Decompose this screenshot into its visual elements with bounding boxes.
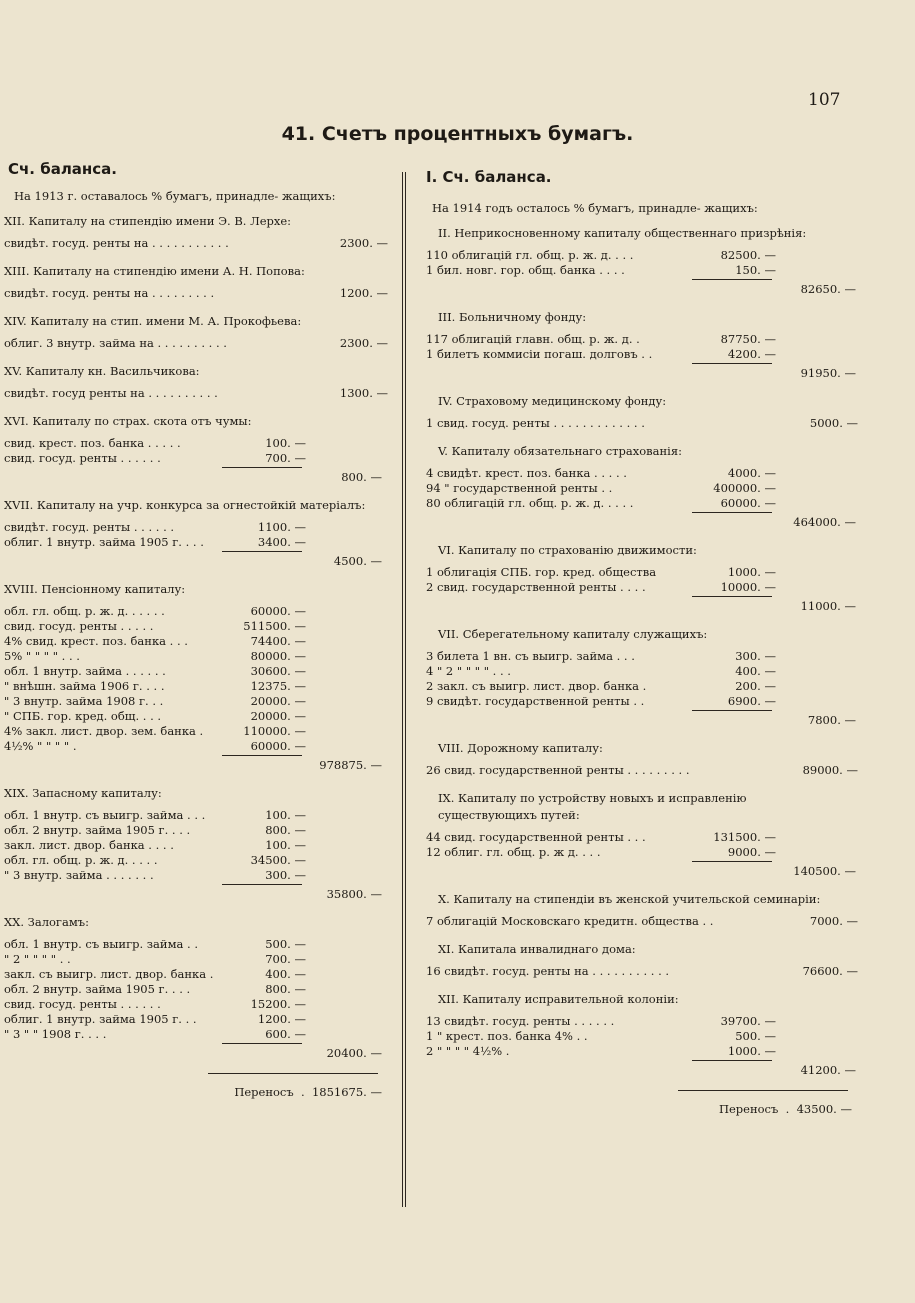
row-amount: 4000. — bbox=[727, 466, 776, 480]
row-amount: 9000. — bbox=[727, 845, 776, 859]
ledger-row bbox=[0, 739, 388, 754]
row-amount: 100. — bbox=[265, 838, 306, 852]
ledger-row bbox=[418, 416, 858, 431]
row-amount: 1000. — bbox=[727, 1044, 776, 1058]
row-description: 1 билетъ коммисіи погаш. долговъ . . bbox=[426, 347, 653, 361]
ledger-row bbox=[0, 1027, 388, 1042]
row-description: 4% закл. лист. двор. зем. банка . bbox=[4, 724, 204, 738]
row-amount: 300. — bbox=[265, 868, 306, 882]
ledger-row bbox=[418, 347, 858, 362]
section bbox=[0, 581, 388, 773]
carry-value: 1851675. — bbox=[311, 1085, 382, 1099]
row-amount: 60000. — bbox=[720, 496, 776, 510]
subtotal-rule-row bbox=[0, 884, 388, 885]
section bbox=[0, 914, 388, 1061]
subtotal-rule-row bbox=[418, 363, 858, 364]
section-title: XI. Капитала инвалиднаго дома: bbox=[438, 942, 636, 956]
row-amount: 131500. — bbox=[713, 830, 776, 844]
row-amount: 400000. — bbox=[713, 481, 776, 495]
row-description: свидѣт. госуд. ренты . . . . . . bbox=[4, 520, 175, 534]
row-amount: 300. — bbox=[735, 649, 776, 663]
left-column bbox=[0, 160, 388, 1100]
section-title: III. Больничному фонду: bbox=[438, 310, 587, 324]
ledger-row bbox=[418, 830, 858, 845]
section-total: 35800. — bbox=[326, 887, 382, 901]
section-title: XVI. Капиталу по страх. скота отъ чумы: bbox=[4, 414, 252, 428]
row-total-amount: 1300. — bbox=[339, 386, 388, 400]
subtotal-rule-row bbox=[0, 467, 388, 468]
row-description: 13 свидѣт. госуд. ренты . . . . . . bbox=[426, 1014, 615, 1028]
subtotal-rule bbox=[692, 1060, 772, 1061]
row-amount: 4200. — bbox=[727, 347, 776, 361]
section-total: 11000. — bbox=[800, 599, 856, 613]
ledger-row bbox=[418, 845, 858, 860]
ledger-row bbox=[0, 853, 388, 868]
row-description: закл. съ выигр. лист. двор. банка . bbox=[4, 967, 214, 981]
ledger-row bbox=[0, 808, 388, 823]
row-description: 110 облигацій гл. общ. р. ж. д. . . . bbox=[426, 248, 634, 262]
row-description: 1 свид. госуд. ренты . . . . . . . . . . . . . bbox=[426, 416, 645, 430]
row-description: обл. 1 внутр. съ выигр. займа . . . bbox=[4, 808, 206, 822]
ledger-row bbox=[418, 481, 858, 496]
section bbox=[418, 225, 858, 297]
ledger-row bbox=[0, 286, 388, 301]
ledger-row bbox=[418, 649, 858, 664]
subtotal-rule bbox=[692, 596, 772, 597]
section bbox=[0, 497, 388, 569]
section-title: II. Неприкосновенному капиталу общественнаго призрѣнія: bbox=[438, 226, 807, 240]
section-title: XII. Капиталу на стипендію имени Э. В. Лерхе: bbox=[4, 214, 292, 228]
ledger-row bbox=[0, 535, 388, 550]
right-column-header: I. Сч. баланса. bbox=[426, 168, 552, 186]
row-total-amount: 7000. — bbox=[809, 914, 858, 928]
column-divider bbox=[402, 172, 406, 1207]
section bbox=[418, 443, 858, 530]
row-description: облиг. 1 внутр. займа 1905 г. . . bbox=[4, 1012, 197, 1026]
ledger-row bbox=[0, 937, 388, 952]
section bbox=[418, 790, 858, 879]
section bbox=[0, 413, 388, 485]
row-description: облиг. 3 внутр. займа на . . . . . . . . . . bbox=[4, 336, 227, 350]
section-title: XIX. Запасному капиталу: bbox=[4, 786, 162, 800]
row-amount: 200. — bbox=[735, 679, 776, 693]
ledger-row bbox=[0, 709, 388, 724]
ledger-row bbox=[418, 1029, 858, 1044]
row-description: свид. крест. поз. банка . . . . . bbox=[4, 436, 181, 450]
row-amount: 110000. — bbox=[243, 724, 306, 738]
row-amount: 100. — bbox=[265, 808, 306, 822]
ledger-row bbox=[418, 466, 858, 481]
row-description: свид. госуд. ренты . . . . . bbox=[4, 619, 154, 633]
row-description: обл. гл. общ. р. ж. д. . . . . bbox=[4, 853, 158, 867]
row-description: " СПБ. гор. кред. общ. . . . bbox=[4, 709, 162, 723]
subtotal-rule bbox=[222, 884, 302, 885]
left-carry: Переносъ . 1851675. — bbox=[234, 1085, 382, 1099]
row-amount: 1000. — bbox=[727, 565, 776, 579]
ledger-row bbox=[0, 451, 388, 466]
ledger-row bbox=[0, 952, 388, 967]
row-description: 16 свидѣт. госуд. ренты на . . . . . . . . . . . bbox=[426, 964, 670, 978]
row-description: свидѣт. госуд. ренты на . . . . . . . . . . . bbox=[4, 236, 229, 250]
row-description: " 2 " " " " . . bbox=[4, 952, 71, 966]
section bbox=[0, 263, 388, 301]
carry-label: Переносъ bbox=[718, 1102, 779, 1116]
row-amount: 1100. — bbox=[257, 520, 306, 534]
ledger-row bbox=[0, 336, 388, 351]
ledger-row bbox=[0, 823, 388, 838]
section-title: X. Капиталу на стипендіи въ женской учительской семинаріи: bbox=[438, 892, 821, 906]
ledger-row bbox=[418, 332, 858, 347]
ledger-row bbox=[418, 694, 858, 709]
row-amount: 150. — bbox=[735, 263, 776, 277]
row-amount: 34500. — bbox=[250, 853, 306, 867]
row-description: 3 билета 1 вн. съ выигр. займа . . . bbox=[426, 649, 635, 663]
section bbox=[0, 785, 388, 902]
subtotal-rule-row bbox=[418, 596, 858, 597]
ledger-row bbox=[0, 1012, 388, 1027]
row-total-amount: 2300. — bbox=[339, 236, 388, 250]
row-amount: 700. — bbox=[265, 952, 306, 966]
ledger-row bbox=[0, 619, 388, 634]
ledger-row bbox=[0, 838, 388, 853]
row-description: 117 облигацій главн. общ. р. ж. д. . bbox=[426, 332, 640, 346]
row-description: обл. 1 внутр. съ выигр. займа . . bbox=[4, 937, 198, 951]
ledger-row bbox=[0, 436, 388, 451]
section-total: 464000. — bbox=[793, 515, 856, 529]
carry-rule bbox=[208, 1073, 378, 1074]
row-amount: 60000. — bbox=[250, 739, 306, 753]
ledger-row bbox=[418, 664, 858, 679]
ledger-row bbox=[0, 997, 388, 1012]
subtotal-rule-row bbox=[418, 512, 858, 513]
section-title: IV. Страховому медицинскому фонду: bbox=[438, 394, 667, 408]
ledger-row bbox=[0, 386, 388, 401]
ledger-row bbox=[0, 868, 388, 883]
left-intro: На 1913 г. оставалось % бумагъ, принадле- жащихъ: bbox=[14, 189, 336, 203]
ledger-row bbox=[418, 263, 858, 278]
carry-label: Переносъ bbox=[234, 1085, 294, 1099]
section-total: 20400. — bbox=[326, 1046, 382, 1060]
row-description: 2 закл. съ выигр. лист. двор. банка . bbox=[426, 679, 647, 693]
ledger-row bbox=[0, 604, 388, 619]
section bbox=[418, 626, 858, 728]
subtotal-rule bbox=[692, 861, 772, 862]
row-amount: 12375. — bbox=[250, 679, 306, 693]
row-description: 12 облиг. гл. общ. р. ж д. . . . bbox=[426, 845, 601, 859]
row-amount: 400. — bbox=[735, 664, 776, 678]
subtotal-rule bbox=[692, 512, 772, 513]
section-total: 978875. — bbox=[319, 758, 382, 772]
row-amount: 10000. — bbox=[720, 580, 776, 594]
row-description: обл. 1 внутр. займа . . . . . . bbox=[4, 664, 166, 678]
row-amount: 100. — bbox=[265, 436, 306, 450]
section bbox=[418, 991, 858, 1078]
row-amount: 400. — bbox=[265, 967, 306, 981]
subtotal-rule-row bbox=[0, 755, 388, 756]
subtotal-rule bbox=[222, 467, 302, 468]
row-description: " 3 внутр. займа 1908 г. . . bbox=[4, 694, 164, 708]
section-title: XIII. Капиталу на стипендію имени А. Н. Попова: bbox=[4, 264, 305, 278]
ledger-row bbox=[418, 496, 858, 511]
row-description: облиг. 1 внутр. займа 1905 г. . . . bbox=[4, 535, 204, 549]
section-total: 800. — bbox=[341, 470, 382, 484]
left-column-header: Сч. баланса. bbox=[8, 160, 118, 178]
row-description: обл. 2 внутр. займа 1905 г. . . . bbox=[4, 823, 191, 837]
section bbox=[418, 309, 858, 381]
subtotal-rule-row bbox=[418, 279, 858, 280]
ledger-row bbox=[418, 1014, 858, 1029]
row-description: " 3 внутр. займа . . . . . . . bbox=[4, 868, 154, 882]
section bbox=[0, 313, 388, 351]
section-total: 91950. — bbox=[800, 366, 856, 380]
section-title: XII. Капиталу исправительной колоніи: bbox=[438, 992, 679, 1006]
section-title: IX. Капиталу по устройству новыхъ и исправленію существующихъ путей: bbox=[438, 791, 747, 822]
row-description: 94 " государственной ренты . . bbox=[426, 481, 613, 495]
subtotal-rule bbox=[692, 363, 772, 364]
page-number: 107 bbox=[808, 90, 841, 110]
row-amount: 800. — bbox=[265, 982, 306, 996]
row-total-amount: 89000. — bbox=[802, 763, 858, 777]
row-description: 1 бил. новг. гор. общ. банка . . . . bbox=[426, 263, 625, 277]
row-description: 7 облигацій Московскаго кредитн. общества . . bbox=[426, 914, 714, 928]
ledger-row bbox=[418, 679, 858, 694]
row-description: обл. гл. общ. р. ж. д. . . . . . bbox=[4, 604, 165, 618]
section bbox=[418, 891, 858, 929]
row-description: " 3 " " 1908 г. . . . bbox=[4, 1027, 107, 1041]
section-total: 41200. — bbox=[800, 1063, 856, 1077]
carry-rule bbox=[678, 1090, 848, 1091]
ledger-row bbox=[0, 634, 388, 649]
section-title: XIV. Капиталу на стип. имени М. А. Прокофьева: bbox=[4, 314, 302, 328]
row-amount: 600. — bbox=[265, 1027, 306, 1041]
row-description: обл. 2 внутр. займа 1905 г. . . . bbox=[4, 982, 191, 996]
left-sections bbox=[0, 213, 388, 1061]
row-amount: 500. — bbox=[735, 1029, 776, 1043]
row-description: закл. лист. двор. банка . . . . bbox=[4, 838, 174, 852]
ledger-row bbox=[418, 763, 858, 778]
subtotal-rule-row bbox=[0, 551, 388, 552]
row-description: 2 " " " " 4½% . bbox=[426, 1044, 510, 1058]
row-description: 4½% " " " " . bbox=[4, 739, 77, 753]
ledger-row bbox=[0, 724, 388, 739]
row-amount: 511500. — bbox=[243, 619, 306, 633]
row-description: 2 свид. государственной ренты . . . . bbox=[426, 580, 646, 594]
ledger-row bbox=[418, 580, 858, 595]
row-description: свид. госуд. ренты . . . . . . bbox=[4, 451, 161, 465]
section-title: VIII. Дорожному капиталу: bbox=[438, 741, 603, 755]
row-description: 80 облигацій гл. общ. р. ж. д. . . . . bbox=[426, 496, 634, 510]
section-title: XX. Залогамъ: bbox=[4, 915, 89, 929]
right-sections bbox=[418, 225, 858, 1078]
section-total: 82650. — bbox=[800, 282, 856, 296]
row-description: 4 свидѣт. крест. поз. банка . . . . . bbox=[426, 466, 627, 480]
section bbox=[418, 941, 858, 979]
row-amount: 39700. — bbox=[720, 1014, 776, 1028]
ledger-row bbox=[418, 1044, 858, 1059]
section-title: XVIII. Пенсіонному капиталу: bbox=[4, 582, 186, 596]
section bbox=[418, 393, 858, 431]
row-amount: 15200. — bbox=[250, 997, 306, 1011]
row-description: 1 облигація СПБ. гор. кред. общества bbox=[426, 565, 657, 579]
section-total: 7800. — bbox=[807, 713, 856, 727]
subtotal-rule bbox=[222, 1043, 302, 1044]
subtotal-rule-row bbox=[0, 1043, 388, 1044]
row-amount: 74400. — bbox=[250, 634, 306, 648]
row-description: 5% " " " " . . . bbox=[4, 649, 80, 663]
row-amount: 60000. — bbox=[250, 604, 306, 618]
subtotal-rule-row bbox=[418, 1060, 858, 1061]
row-amount: 3400. — bbox=[257, 535, 306, 549]
row-description: 44 свид. государственной ренты . . . bbox=[426, 830, 646, 844]
ledger-row bbox=[418, 565, 858, 580]
row-amount: 80000. — bbox=[250, 649, 306, 663]
row-amount: 500. — bbox=[265, 937, 306, 951]
row-amount: 82500. — bbox=[720, 248, 776, 262]
ledger-row bbox=[0, 520, 388, 535]
right-intro: На 1914 годъ осталось % бумагъ, принадле- жащихъ: bbox=[432, 201, 758, 215]
row-amount: 30600. — bbox=[250, 664, 306, 678]
section-total: 140500. — bbox=[793, 864, 856, 878]
row-description: 26 свид. государственной ренты . . . . . . . . . bbox=[426, 763, 690, 777]
carry-value: 43500. — bbox=[796, 1102, 852, 1116]
section-title: VII. Сберегательному капиталу служащихъ: bbox=[438, 627, 708, 641]
row-description: свидѣт. госуд. ренты на . . . . . . . . . bbox=[4, 286, 215, 300]
row-amount: 6900. — bbox=[727, 694, 776, 708]
ledger-row bbox=[418, 964, 858, 979]
row-description: 9 свидѣт. государственной ренты . . bbox=[426, 694, 645, 708]
ledger-row bbox=[0, 967, 388, 982]
subtotal-rule bbox=[692, 710, 772, 711]
ledger-row bbox=[0, 664, 388, 679]
row-description: свид. госуд. ренты . . . . . . bbox=[4, 997, 161, 1011]
row-description: 1 " крест. поз. банка 4% . . bbox=[426, 1029, 588, 1043]
right-carry: Переносъ . 43500. — bbox=[718, 1102, 852, 1116]
row-description: 4% свид. крест. поз. банка . . . bbox=[4, 634, 188, 648]
ledger-row bbox=[0, 982, 388, 997]
row-description: 4 " 2 " " " " . . . bbox=[426, 664, 511, 678]
ledger-row bbox=[0, 236, 388, 251]
subtotal-rule-row bbox=[418, 861, 858, 862]
row-amount: 20000. — bbox=[250, 709, 306, 723]
subtotal-rule bbox=[222, 755, 302, 756]
row-total-amount: 5000. — bbox=[809, 416, 858, 430]
subtotal-rule bbox=[692, 279, 772, 280]
ledger-row bbox=[418, 248, 858, 263]
row-amount: 20000. — bbox=[250, 694, 306, 708]
section bbox=[418, 740, 858, 778]
row-amount: 800. — bbox=[265, 823, 306, 837]
right-column bbox=[418, 160, 858, 1117]
ledger-row bbox=[0, 694, 388, 709]
section bbox=[0, 363, 388, 401]
section-title: VI. Капиталу по страхованію движимости: bbox=[438, 543, 697, 557]
subtotal-rule bbox=[222, 551, 302, 552]
ledger-row bbox=[0, 649, 388, 664]
row-total-amount: 76600. — bbox=[802, 964, 858, 978]
row-description: свидѣт. госуд ренты на . . . . . . . . . . bbox=[4, 386, 218, 400]
subtotal-rule-row bbox=[418, 710, 858, 711]
section bbox=[418, 542, 858, 614]
row-amount: 1200. — bbox=[257, 1012, 306, 1026]
section-title: XVII. Капиталу на учр. конкурса за огнестойкій матеріалъ: bbox=[4, 498, 366, 512]
row-amount: 700. — bbox=[265, 451, 306, 465]
ledger-row bbox=[0, 679, 388, 694]
page-title: 41. Счетъ процентныхъ бумагъ. bbox=[281, 123, 634, 145]
section-title: V. Капиталу обязательнаго страхованія: bbox=[438, 444, 682, 458]
ledger-row bbox=[418, 914, 858, 929]
row-total-amount: 1200. — bbox=[339, 286, 388, 300]
section bbox=[0, 213, 388, 251]
section-total: 4500. — bbox=[333, 554, 382, 568]
row-total-amount: 2300. — bbox=[339, 336, 388, 350]
section-title: XV. Капиталу кн. Васильчикова: bbox=[4, 364, 200, 378]
row-amount: 87750. — bbox=[720, 332, 776, 346]
row-description: " внѣшн. займа 1906 г. . . . bbox=[4, 679, 165, 693]
